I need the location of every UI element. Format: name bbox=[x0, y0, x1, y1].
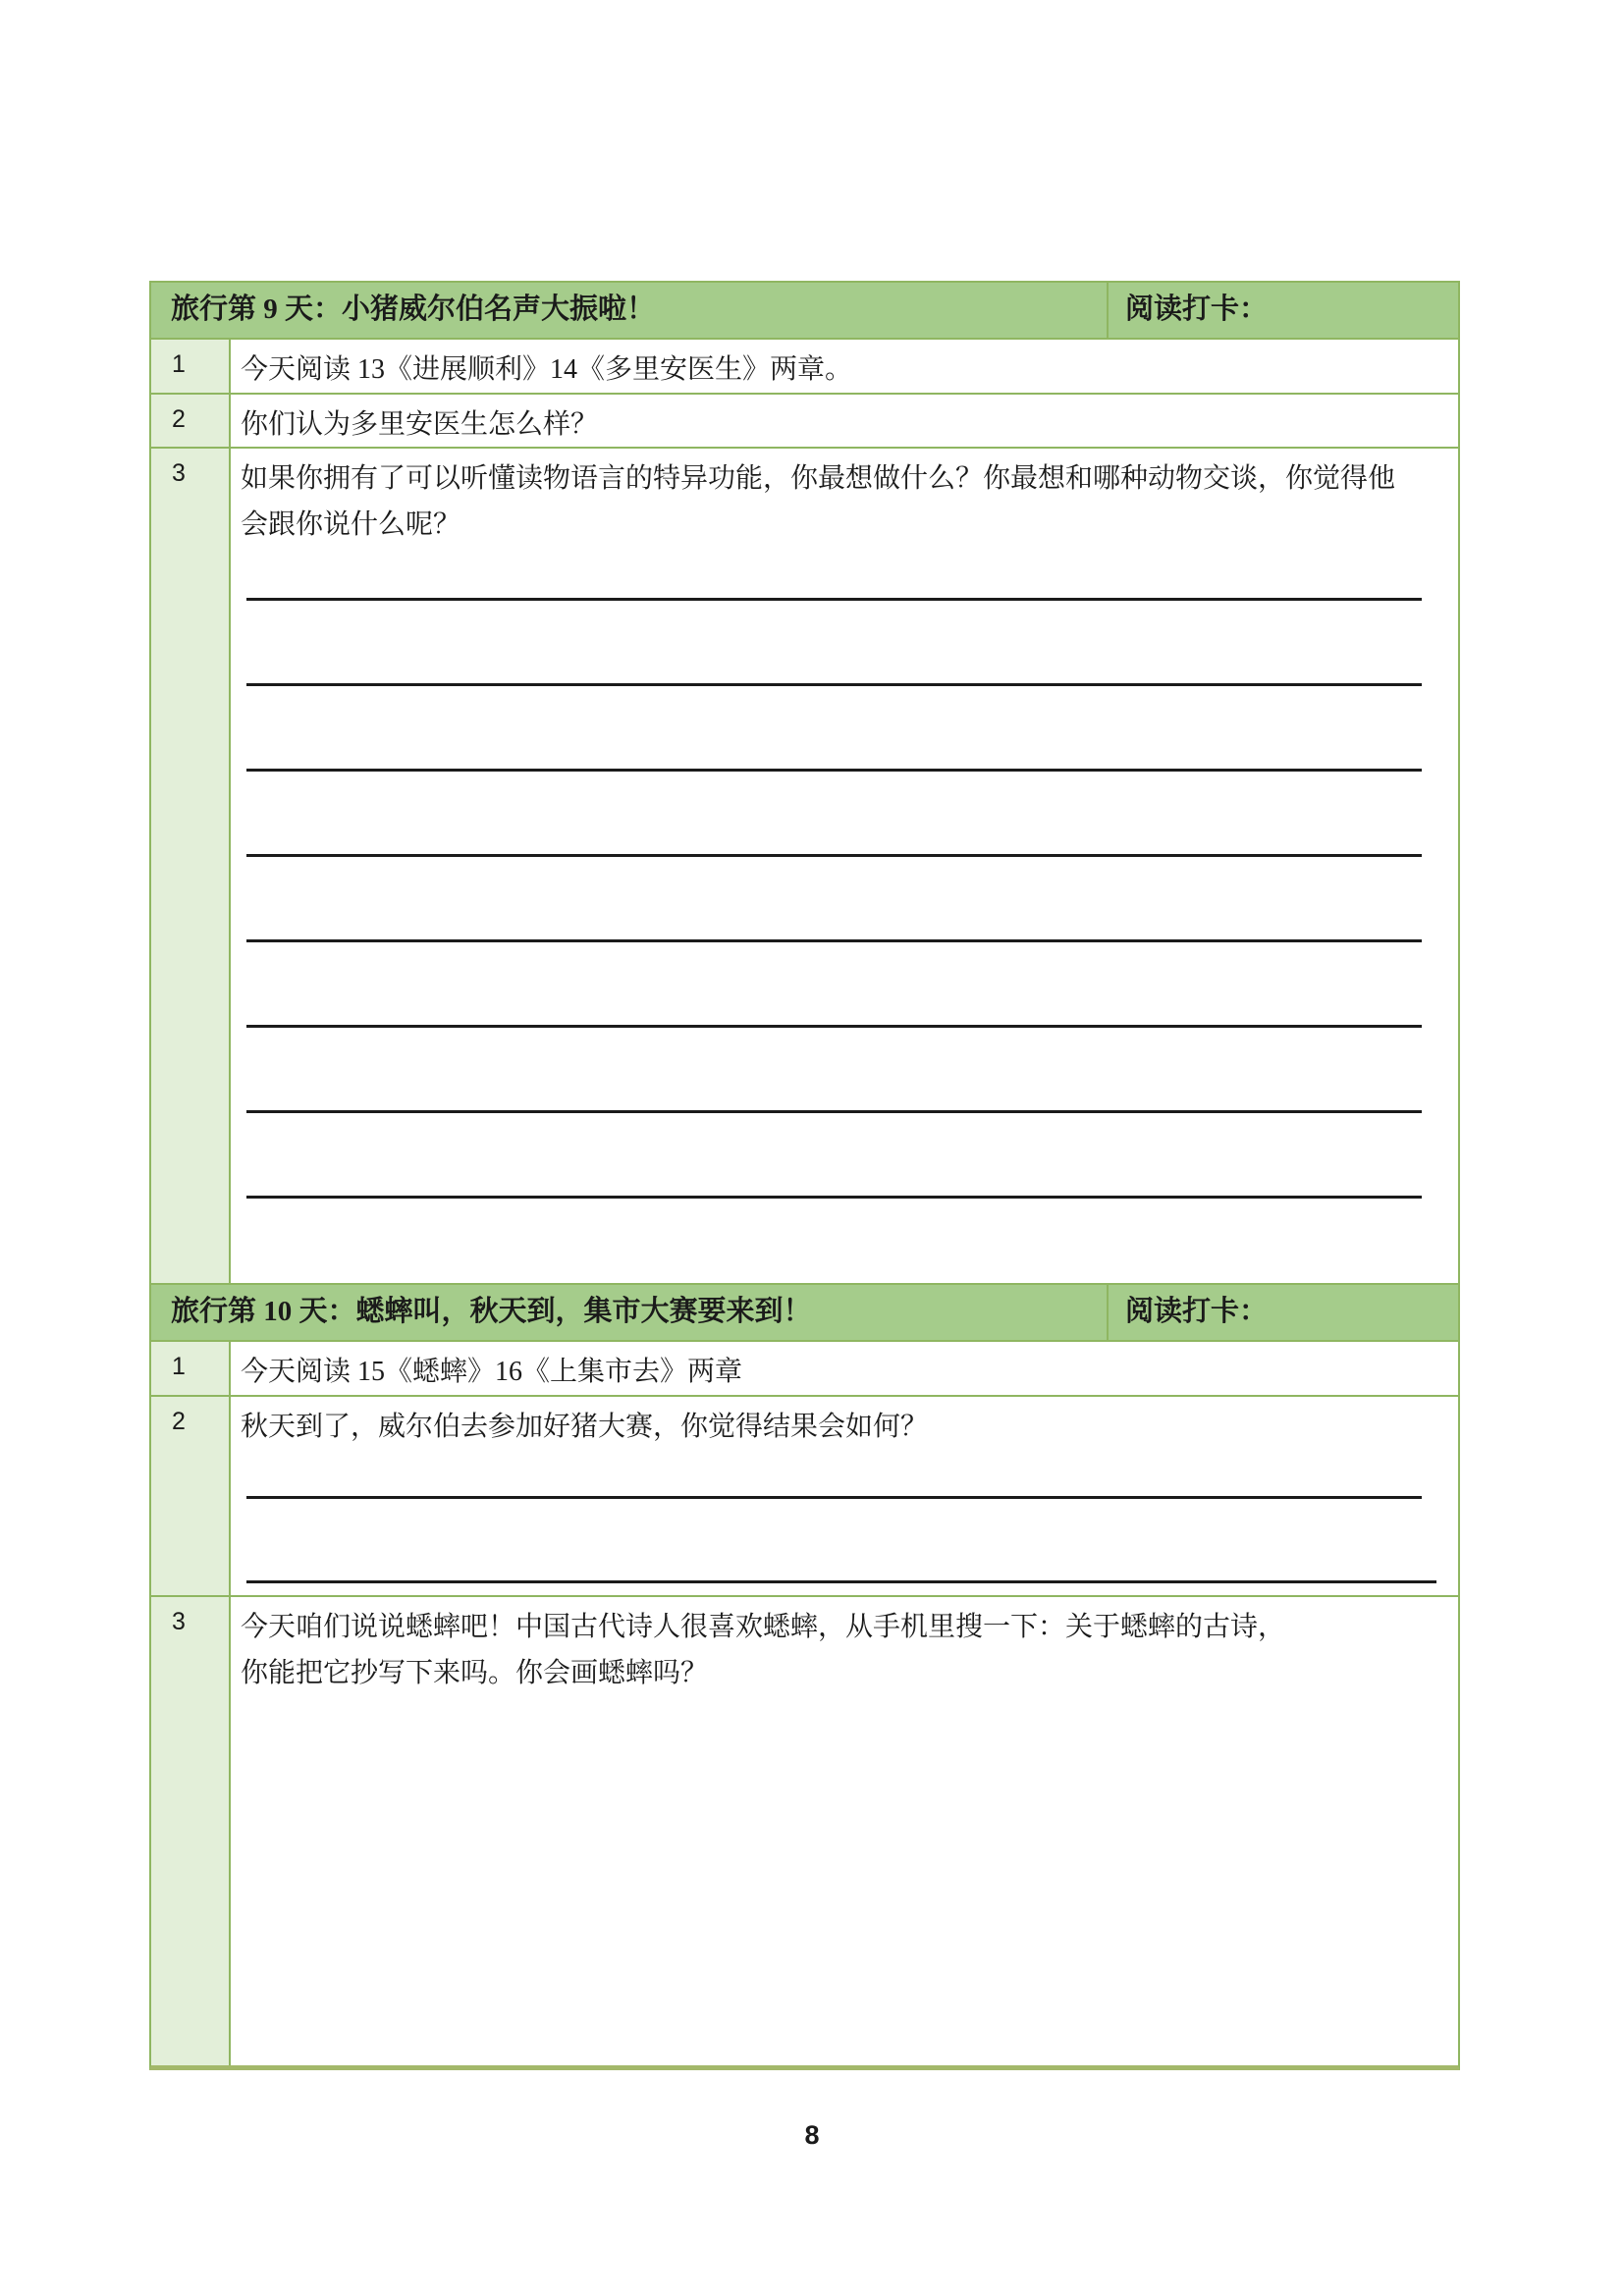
page-number: 8 bbox=[804, 2120, 820, 2150]
answer-writing-line bbox=[246, 598, 1422, 601]
row-number: 3 bbox=[151, 1597, 231, 2065]
reading-log-table bbox=[149, 281, 1460, 2070]
row-text-line: 今天阅读 13《进展顺利》14《多里安医生》两章。 bbox=[241, 354, 853, 385]
table-row bbox=[151, 395, 1458, 449]
row-text bbox=[231, 1597, 1458, 2065]
row-number: 3 bbox=[151, 449, 231, 1283]
answer-writing-line bbox=[246, 683, 1422, 686]
row-number: 1 bbox=[151, 340, 231, 393]
row-text bbox=[231, 449, 1458, 1283]
day9-checkin-label: 阅读打卡： bbox=[1125, 294, 1269, 325]
answer-writing-line bbox=[246, 854, 1422, 857]
day10-title: 旅行第 10 天：蟋蟀叫，秋天到，集市大赛要来到！ bbox=[151, 1285, 1109, 1340]
answer-writing-line bbox=[246, 1496, 1422, 1499]
row-text bbox=[231, 395, 1458, 447]
answer-writing-line bbox=[246, 1580, 1436, 1583]
answer-writing-line bbox=[246, 1025, 1422, 1028]
row-text bbox=[231, 1397, 1458, 1595]
table-row bbox=[151, 1397, 1458, 1597]
table-row bbox=[151, 1342, 1458, 1397]
row-text-line: 会跟你说什么呢？ bbox=[241, 509, 461, 540]
row-text-line: 今天咱们说说蟋蟀吧！中国古代诗人很喜欢蟋蟀，从手机里搜一下：关于蟋蟀的古诗， bbox=[241, 1612, 1286, 1642]
answer-writing-line bbox=[246, 1196, 1422, 1199]
row-number: 2 bbox=[151, 1397, 231, 1595]
day9-title: 旅行第 9 天：小猪威尔伯名声大振啦！ bbox=[151, 283, 1109, 338]
row-text bbox=[231, 1342, 1458, 1395]
row-text-line: 如果你拥有了可以听懂读物语言的特异功能，你最想做什么？你最想和哪种动物交谈，你觉得他 bbox=[241, 463, 1396, 494]
answer-writing-line bbox=[246, 1110, 1422, 1113]
day10-checkin-label: 阅读打卡： bbox=[1125, 1296, 1269, 1327]
table-row bbox=[151, 340, 1458, 395]
row-text bbox=[231, 340, 1458, 393]
table-row bbox=[151, 1597, 1458, 2065]
day10-header-row bbox=[151, 1285, 1458, 1342]
row-text-line: 你们认为多里安医生怎么样？ bbox=[241, 409, 599, 440]
row-number: 1 bbox=[151, 1342, 231, 1395]
row-text-line: 秋天到了，威尔伯去参加好猪大赛，你觉得结果会如何？ bbox=[241, 1412, 929, 1442]
row-number: 2 bbox=[151, 395, 231, 447]
row-text-line: 今天阅读 15《蟋蟀》16《上集市去》两章 bbox=[241, 1357, 743, 1387]
row-text-line: 你能把它抄写下来吗。你会画蟋蟀吗？ bbox=[241, 1658, 709, 1688]
table-row bbox=[151, 449, 1458, 1285]
answer-writing-line bbox=[246, 769, 1422, 772]
day9-header-row bbox=[151, 283, 1458, 340]
answer-writing-line bbox=[246, 939, 1422, 942]
